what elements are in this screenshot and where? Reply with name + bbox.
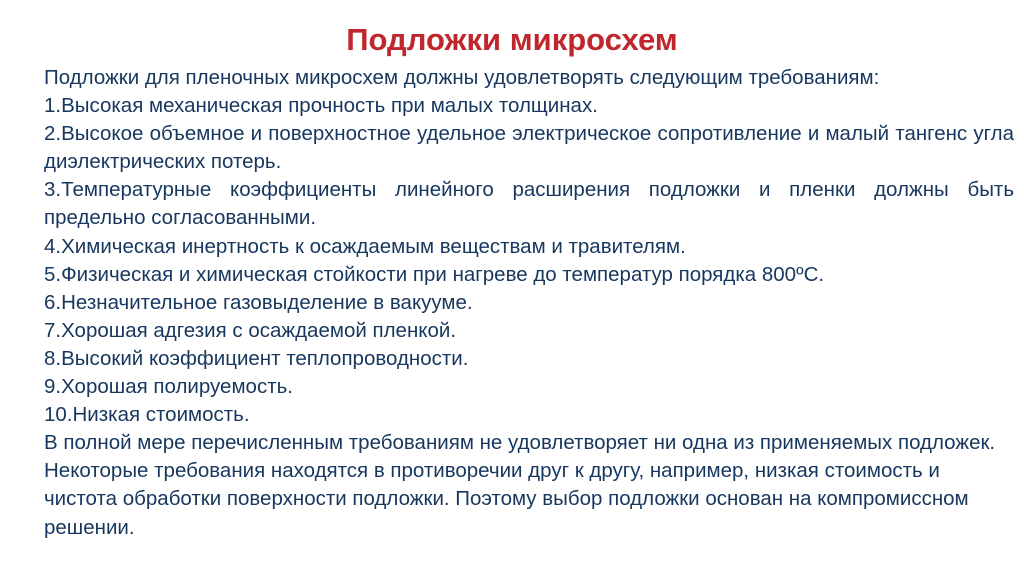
requirement-item-7: 7.Хорошая адгезия с осаждаемой пленкой. <box>44 318 457 342</box>
requirement-item-3: 3.Температурные коэффициенты линейного расширения подложки и пленки должны быть предельно согласованными. <box>44 178 1014 230</box>
requirement-item-1: 1.Высокая механическая прочность при малых толщинах. <box>44 94 598 118</box>
slide-title: Подложки микросхем <box>346 22 678 57</box>
requirement-item-2: 2.Высокое объемное и поверхностное удельное электрическое сопротивление и малый тангенс угла диэлектрических потерь. <box>44 122 1014 174</box>
requirement-item-5: 5.Физическая и химическая стойкости при нагреве до температур порядка 800ºС. <box>44 262 825 286</box>
conclusion-paragraph: В полной мере перечисленным требованиям не удовлетворяет ни одна из применяемых подложек. Некоторые требования находятся в противоречии друг к другу, например, низкая стоимость и чистота обработки поверхности подложки. Поэтому выбор подложки основан на компромиссном решении. <box>44 431 996 539</box>
requirement-item-8: 8.Высокий коэффициент теплопроводности. <box>44 346 469 370</box>
requirement-item-9: 9.Хорошая полируемость. <box>44 375 293 399</box>
requirement-item-4: 4.Химическая инертность к осаждаемым веществам и травителям. <box>44 234 686 258</box>
intro-paragraph: Подложки для пленочных микросхем должны удовлетворять следующим требованиям: <box>44 66 880 89</box>
requirement-item-6: 6.Незначительное газовыделение в вакууме. <box>44 290 473 314</box>
requirement-item-10: 10.Низкая стоимость. <box>44 403 250 427</box>
slide-body <box>44 64 1014 542</box>
